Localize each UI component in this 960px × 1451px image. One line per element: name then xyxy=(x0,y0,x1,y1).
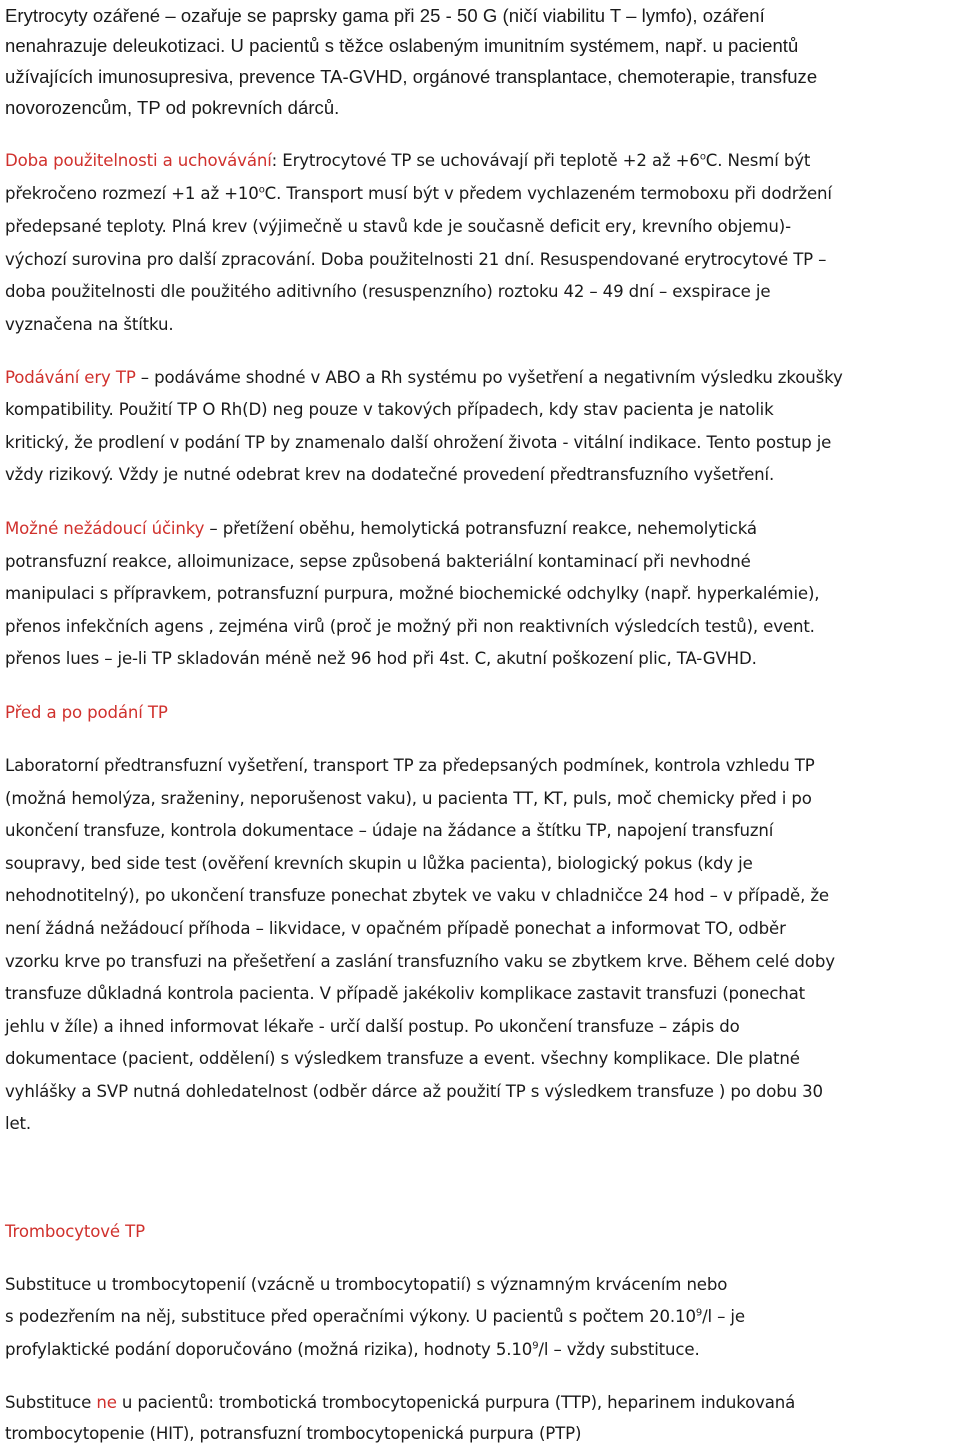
administration-heading: Podávání ery TP xyxy=(5,368,136,387)
side-effects-line: přenos lues – je-li TP skladován méně než 96 hod při 4st. C, akutní poškození plic, TA-GVHD. xyxy=(5,649,757,668)
before-after-line: jehlu v žíle) a ihned informovat lékaře - určí další postup. Po ukončení transfuze – zápis do xyxy=(5,1017,740,1036)
before-after-line: vyhlášky a SVP nutná dohledatelnost (odběr dárce až použití TP s výsledkem transfuze ) po dobu 30 xyxy=(5,1082,823,1101)
side-effects-line: potransfuzní reakce, alloimunizace, sepse způsobená bakteriální kontaminací při nevhodné xyxy=(5,552,751,571)
before-after-line: let. xyxy=(5,1114,32,1133)
administration-line: kompatibility. Použití TP O Rh(D) neg pouze v takových případech, kdy stav pacienta je natolik xyxy=(5,400,774,419)
storage-heading: Doba použitelnosti a uchovávání xyxy=(5,151,272,170)
before-after-heading: Před a po podání TP xyxy=(5,703,168,722)
before-after-line: Laboratorní předtransfuzní vyšetření, transport TP za předepsaných podmínek, kontrola vzhledu TP xyxy=(5,756,815,775)
platelets-line: profylaktické podání doporučováno (možná rizika), hodnoty 5.10$^9$/l – vždy substituce. xyxy=(5,1340,700,1359)
negation-highlight: ne xyxy=(96,1393,117,1412)
before-after-line: transfuze důkladná kontrola pacienta. V případě jakékoliv komplikace zastavit transfuzi (ponechat xyxy=(5,984,806,1003)
side-effects-line: přenos infekčních agens , zejména virů (proč je možný při non reaktivních výsledcích testů), event. xyxy=(5,617,815,636)
platelets-line: s podezřením na něj, substituce před operačními výkony. U pacientů s počtem 20.10$^9$/l – je xyxy=(5,1307,745,1326)
intro-line: Erytrocyty ozářené – ozařuje se paprsky gama při 25 - 50 G (ničí viabilitu T – lymfo), ozáření xyxy=(5,5,765,26)
intro-line: užívajících imunosupresiva, prevence TA-GVHD, orgánové transplantace, chemoterapie, transfuze xyxy=(5,66,818,87)
before-after-line: nehodnotitelný), po ukončení transfuze ponechat zbytek ve vaku v chladničce 24 hod – v případě, že xyxy=(5,886,829,905)
contraindication-line: trombocytopenie (HIT), potransfuzní trombocytopenická purpura (PTP) xyxy=(5,1424,582,1443)
administration-line: Podávání ery TP – podáváme shodné v ABO a Rh systému po vyšetření a negativním výsledku zkoušky xyxy=(5,368,843,387)
before-after-line: dokumentace (pacient, oddělení) s výsledkem transfuze a event. všechny komplikace. Dle platné xyxy=(5,1049,800,1068)
storage-line: výchozí surovina pro další zpracování. Doba použitelnosti 21 dní. Resuspendované erytrocytové TP – xyxy=(5,250,827,269)
administration-line: vždy rizikový. Vždy je nutné odebrat krev na dodatečné provedení předtransfuzního vyšetření. xyxy=(5,465,775,484)
platelets-heading: Trombocytové TP xyxy=(5,1222,145,1241)
storage-line: vyznačena na štítku. xyxy=(5,315,174,334)
before-after-line: (možná hemolýza, sraženiny, neporušenost vaku), u pacienta TT, KT, puls, moč chemicky před i po xyxy=(5,789,812,808)
before-after-line: ukončení transfuze, kontrola dokumentace – údaje na žádance a štítku TP, napojení transfuzní xyxy=(5,821,774,840)
intro-line: nenahrazuje deleukotizaci. U pacientů s těžce oslabeným imunitním systémem, např. u pacientů xyxy=(5,35,799,56)
platelets-line: Substituce u trombocytopenií (vzácně u trombocytopatií) s významným krvácením nebo xyxy=(5,1275,728,1294)
side-effects-line: Možné nežádoucí účinky – přetížení oběhu, hemolytická potransfuzní reakce, nehemolytická xyxy=(5,519,757,538)
intro-line: novorozencům, TP od pokrevních dárců. xyxy=(5,97,340,118)
storage-line: předepsané teploty. Plná krev (výjimečně u stavů kde je současně deficit ery, krevního objemu)- xyxy=(5,217,791,236)
storage-line: Doba použitelnosti a uchovávání: Erytrocytové TP se uchovávají při teplotě +2 až $+6^oC$. Nesmí být xyxy=(5,151,811,170)
storage-line: překročeno rozmezí +1 až $+10^oC$. Transport musí být v předem vychlazeném termoboxu při dodržení xyxy=(5,184,832,203)
side-effects-line: manipulaci s přípravkem, potransfuzní purpura, možné biochemické odchylky (např. hyperkalémie), xyxy=(5,584,820,603)
administration-line: kritický, že prodlení v podání TP by znamenalo další ohrožení života - vitální indikace. Tento postup je xyxy=(5,433,832,452)
side-effects-heading: Možné nežádoucí účinky xyxy=(5,519,205,538)
before-after-line: soupravy, bed side test (ověření krevních skupin u lůžka pacienta), biologický pokus (kdy je xyxy=(5,854,753,873)
before-after-line: není žádná nežádoucí příhoda – likvidace, v opačném případě ponechat a informovat TO, odběr xyxy=(5,919,786,938)
contraindication-line: Substituce ne u pacientů: trombotická trombocytopenická purpura (TTP), heparinem indukovaná xyxy=(5,1393,796,1412)
storage-line: doba použitelnosti dle použitého aditivního (resuspenzního) roztoku 42 – 49 dní – exspirace je xyxy=(5,282,771,301)
before-after-line: vzorku krve po transfuzi na přešetření a zaslání transfuzního vaku se zbytkem krve. Během celé doby xyxy=(5,952,835,971)
